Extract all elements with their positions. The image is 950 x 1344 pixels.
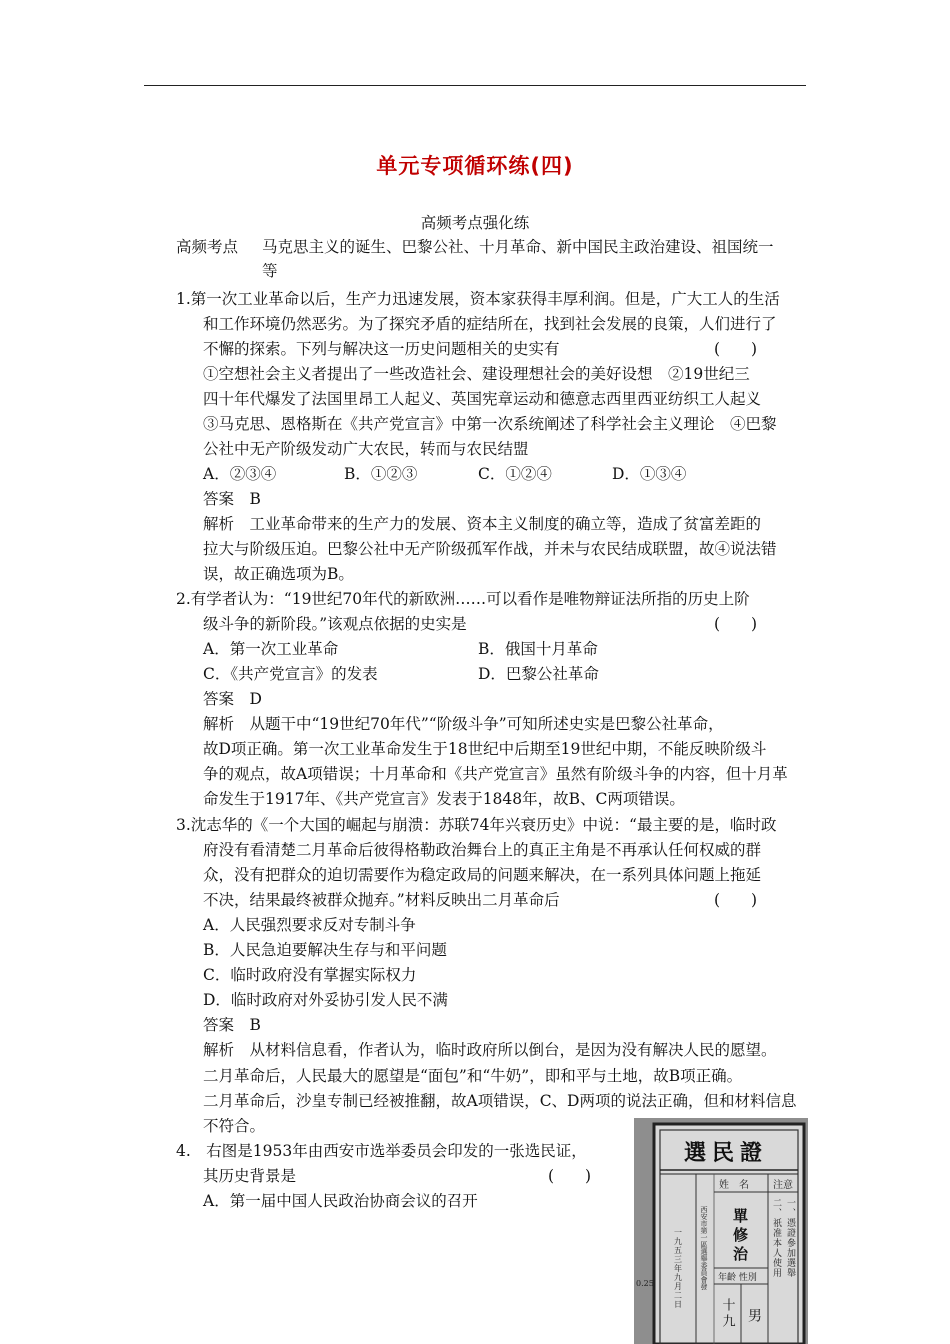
q1-stem-line: 1.第一次工业革命以后，生产力迅速发展，资本家获得丰厚利润。但是，广大工人的生活	[176, 290, 780, 308]
q1-item-line: 四十年代爆发了法国里昂工人起义、英国宪章运动和德意志西里西亚纺织工人起义	[203, 390, 762, 408]
voter-card-photo	[634, 1118, 808, 1344]
q2-answer: 答案 D	[203, 690, 262, 708]
q2-analysis-line: 争的观点，故A项错误；十月革命和《共产党宣言》虽然有阶级斗争的内容，但十月革	[203, 765, 788, 783]
q2-option-a: A．第一次工业革命	[203, 640, 339, 658]
q4-stem-line: 其历史背景是	[203, 1167, 297, 1185]
q3-stem-line: 众，没有把群众的迫切需要作为稳定政局的问题来解决，在一系列具体问题上拖延	[203, 866, 762, 884]
q3-answer-blank: ( )	[714, 891, 758, 909]
section-subtitle: 高频考点强化练	[420, 214, 530, 232]
card-note-2: 二、祇准本人使用	[771, 1198, 781, 1278]
card-issuer: 西安市第一區選舉委員會發	[700, 1206, 708, 1290]
q3-option-b: B．人民急迫要解决生存与和平问题	[203, 941, 447, 959]
q2-stem-line: 2.有学者认为：“19世纪70年代的新欧洲……可以看作是唯物辩证法所指的历史上阶	[176, 590, 750, 608]
q3-answer: 答案 B	[203, 1016, 261, 1034]
q3-option-c: C．临时政府没有掌握实际权力	[203, 966, 417, 984]
q1-option-b: B．①②③	[344, 465, 418, 483]
card-name-label: 姓 名	[719, 1180, 749, 1191]
q2-option-c: C．《共产党宣言》的发表	[203, 665, 378, 683]
q4-stem-line: 4. 右图是1953年由西安市选举委员会印发的一张选民证，	[176, 1142, 587, 1160]
q1-item-line: ①空想社会主义者提出了一些改造社会、建设理想社会的美好设想 ②19世纪三	[203, 365, 750, 383]
q3-analysis-line: 二月革命后，人民最大的愿望是“面包”和“牛奶”，即和平与土地，故B项正确。	[203, 1067, 743, 1085]
q1-analysis-line: 解析 工业革命带来的生产力的发展、资本主义制度的确立等，造成了贫富差距的	[203, 515, 762, 533]
q2-analysis-line: 解析 从题干中“19世纪70年代”“阶级斗争”可知所述史实是巴黎公社革命，	[203, 715, 724, 733]
card-name-value: 單修治	[731, 1208, 749, 1265]
q1-option-a: A．②③④	[203, 465, 277, 483]
q1-analysis-line: 拉大与阶级压迫。巴黎公社中无产阶级孤军作战，并未与农民结成联盟，故④说法错	[203, 540, 777, 558]
header-rule	[144, 85, 806, 86]
card-notes-label: 注意	[773, 1180, 793, 1191]
q2-option-b: B．俄国十月革命	[478, 640, 598, 658]
q2-option-d: D．巴黎公社革命	[478, 665, 599, 683]
q1-item-line: 公社中无产阶级发动广大农民，转而与农民结盟	[203, 440, 529, 458]
q3-stem-line: 府没有看清楚二月革命后彼得格勒政治舞台上的真正主角是不再承认任何权威的群	[203, 841, 762, 859]
q3-analysis-line: 二月革命后，沙皇专制已经被推翻，故A项错误，C、D两项的说法正确，但和材料信息	[203, 1092, 797, 1110]
q1-stem-line: 和工作环境仍然恶劣。为了探究矛盾的症结所在，找到社会发展的良策，人们进行了	[203, 315, 777, 333]
q4-option-a: A．第一届中国人民政治协商会议的召开	[203, 1192, 478, 1210]
q3-option-a: A．人民强烈要求反对专制斗争	[203, 916, 416, 934]
q3-stem-line: 3.沈志华的《一个大国的崛起与崩溃：苏联74年兴衰历史》中说：“最主要的是，临时政	[176, 816, 777, 834]
q2-stem-line: 级斗争的新阶段。”该观点依据的史实是	[203, 615, 467, 633]
q3-analysis-line: 解析 从材料信息看，作者认为，临时政府所以倒台，是因为没有解决人民的愿望。	[203, 1041, 777, 1059]
q3-stem-line: 不决，结果最终被群众抛弃。”材料反映出二月革命后	[203, 891, 560, 909]
q2-analysis-line: 命发生于1917年、《共产党宣言》发表于1848年，故B、C两项错误。	[203, 790, 685, 808]
card-note-1: 一、憑證參加選舉	[785, 1198, 795, 1278]
q1-stem-line: 不懈的探索。下列与解决这一历史问题相关的史实有	[203, 340, 560, 358]
q4-answer-blank: ( )	[548, 1167, 592, 1185]
card-age-gender-labels	[718, 1271, 757, 1283]
q1-option-c: C．①②④	[478, 465, 552, 483]
card-heading: 選民證	[683, 1140, 769, 1166]
document-title: 单元专项循环练(四)	[376, 154, 574, 178]
key-points-label: 高频考点	[176, 238, 239, 256]
key-points-text-cont: 等	[262, 262, 278, 280]
q1-answer-blank: ( )	[714, 340, 758, 358]
q1-item-line: ③马克思、恩格斯在《共产党宣言》中第一次系统阐述了科学社会主义理论 ④巴黎	[203, 415, 777, 433]
card-date: 一九五三年九月二日	[673, 1228, 683, 1309]
q3-option-d: D．临时政府对外妥协引发人民不满	[203, 991, 448, 1009]
card-age-label: 年齡	[718, 1273, 737, 1283]
q1-answer: 答案 B	[203, 490, 261, 508]
card-gender-value: 男	[746, 1308, 762, 1322]
q2-analysis-line: 故D项正确。第一次工业革命发生于18世纪中后期至19世纪中期，不能反映阶级斗	[203, 740, 767, 758]
key-points-text: 马克思主义的诞生、巴黎公社、十月革命、新中国民主政治建设、祖国统一	[262, 238, 774, 256]
q2-answer-blank: ( )	[714, 615, 758, 633]
q1-option-d: D．①③④	[612, 465, 687, 483]
q3-analysis-line: 不符合。	[203, 1117, 266, 1135]
card-age-value: 十九	[719, 1298, 735, 1330]
card-gender-label: 性別	[738, 1273, 757, 1283]
q1-analysis-line: 误，故正确选项为B。	[203, 565, 354, 583]
card-margin-mark: 0.25	[636, 1279, 654, 1288]
